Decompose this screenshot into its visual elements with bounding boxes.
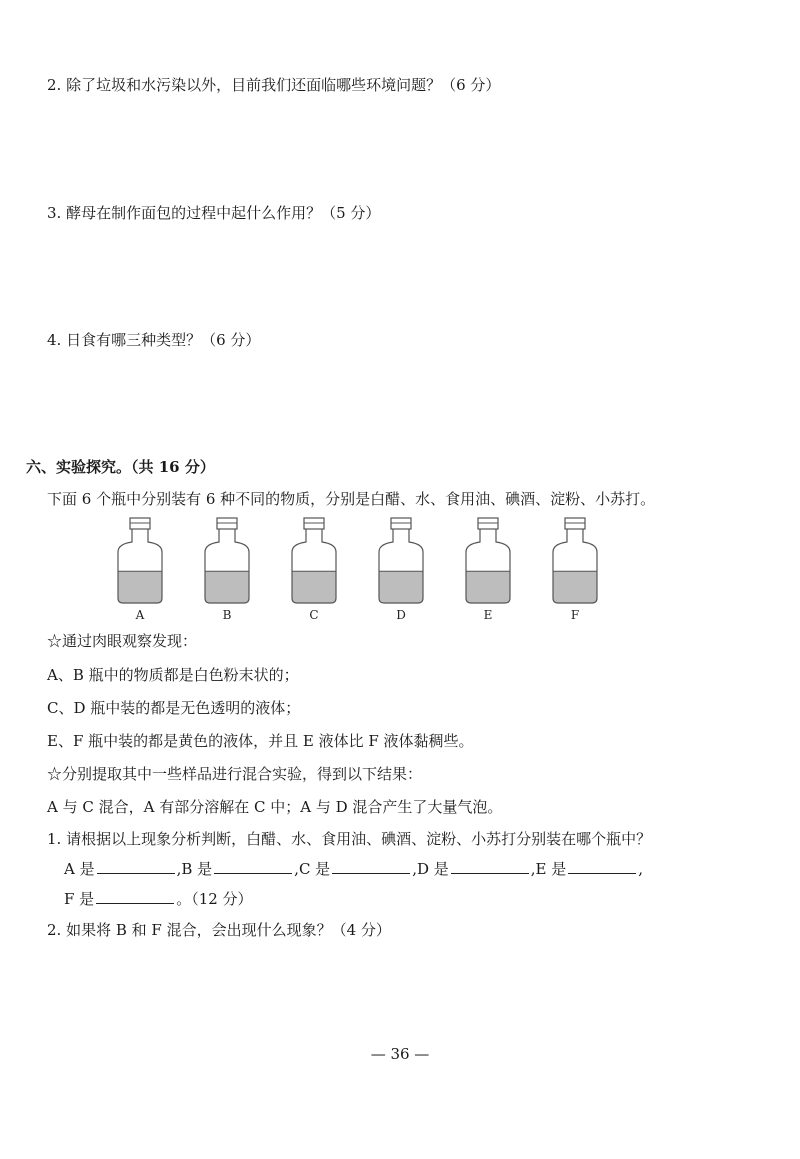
blank-label-c: ,C 是 (294, 860, 331, 878)
question-2: 2. 除了垃圾和水污染以外，目前我们还面临哪些环境问题？（6 分） (47, 76, 501, 94)
bottle-d (379, 518, 423, 622)
observation-ab: A、B 瓶中的物质都是白色粉末状的； (47, 666, 299, 684)
blank-label-f: F 是 (64, 890, 95, 908)
bottle-e (466, 518, 510, 622)
row-end: , (638, 860, 644, 878)
experiment-title: ☆分别提取其中一些样品进行混合实验，得到以下结果： (47, 765, 423, 783)
answer-row-1 (64, 859, 643, 879)
blank-label-d: ,D 是 (412, 860, 449, 878)
question-4: 4. 日食有哪三种类型？（6 分） (47, 331, 261, 349)
observation-title: ☆通过肉眼观察发现： (47, 632, 198, 650)
liquid (292, 571, 336, 603)
question-1: 1. 请根据以上现象分析判断，白醋、水、食用油、碘酒、淀粉、小苏打分别装在哪个瓶中？ (47, 830, 652, 848)
bottles-figure (0, 515, 800, 627)
bottle-label: F (570, 608, 580, 622)
question-1-score: 。（12 分） (176, 890, 253, 908)
section-heading: 六、实验探究。（共 16 分） (26, 458, 215, 476)
bottle-label: B (222, 608, 232, 622)
bottle-c (292, 518, 336, 622)
question-3: 3. 酵母在制作面包的过程中起什么作用？（5 分） (47, 204, 381, 222)
liquid (205, 571, 249, 603)
blank-label-b: ,B 是 (176, 860, 213, 878)
liquid (379, 571, 423, 603)
observation-ef: E、F 瓶中装的都是黄色的液体，并且 E 液体比 F 液体黏稠些。 (47, 732, 474, 750)
blank-e[interactable] (568, 859, 636, 874)
blank-d[interactable] (451, 859, 529, 874)
liquid (118, 571, 162, 603)
bottle-label: C (309, 608, 319, 622)
liquid (466, 571, 510, 603)
blank-c[interactable] (332, 859, 410, 874)
blank-label-e: ,E 是 (530, 860, 567, 878)
page-number: — 36 — (370, 1045, 430, 1063)
bottle-f (553, 518, 597, 622)
question-2-mix: 2. 如果将 B 和 F 混合，会出现什么现象？（4 分） (47, 921, 391, 939)
observation-cd: C、D 瓶中装的都是无色透明的液体； (47, 699, 301, 717)
bottle-b (205, 518, 249, 622)
section-intro: 下面 6 个瓶中分别装有 6 种不同的物质，分别是白醋、水、食用油、碘酒、淀粉、小苏打。 (47, 490, 656, 508)
bottle-a (118, 518, 162, 622)
blank-label-a: A 是 (64, 860, 95, 878)
blank-a[interactable] (97, 859, 175, 874)
answer-row-2 (64, 889, 253, 909)
bottle-label: E (483, 608, 493, 622)
bottle-label: A (135, 608, 145, 622)
experiment-result: A 与 C 混合，A 有部分溶解在 C 中；A 与 D 混合产生了大量气泡。 (47, 798, 503, 816)
liquid (553, 571, 597, 603)
blank-b[interactable] (214, 859, 292, 874)
bottle-label: D (396, 608, 406, 622)
blank-f[interactable] (96, 889, 174, 904)
